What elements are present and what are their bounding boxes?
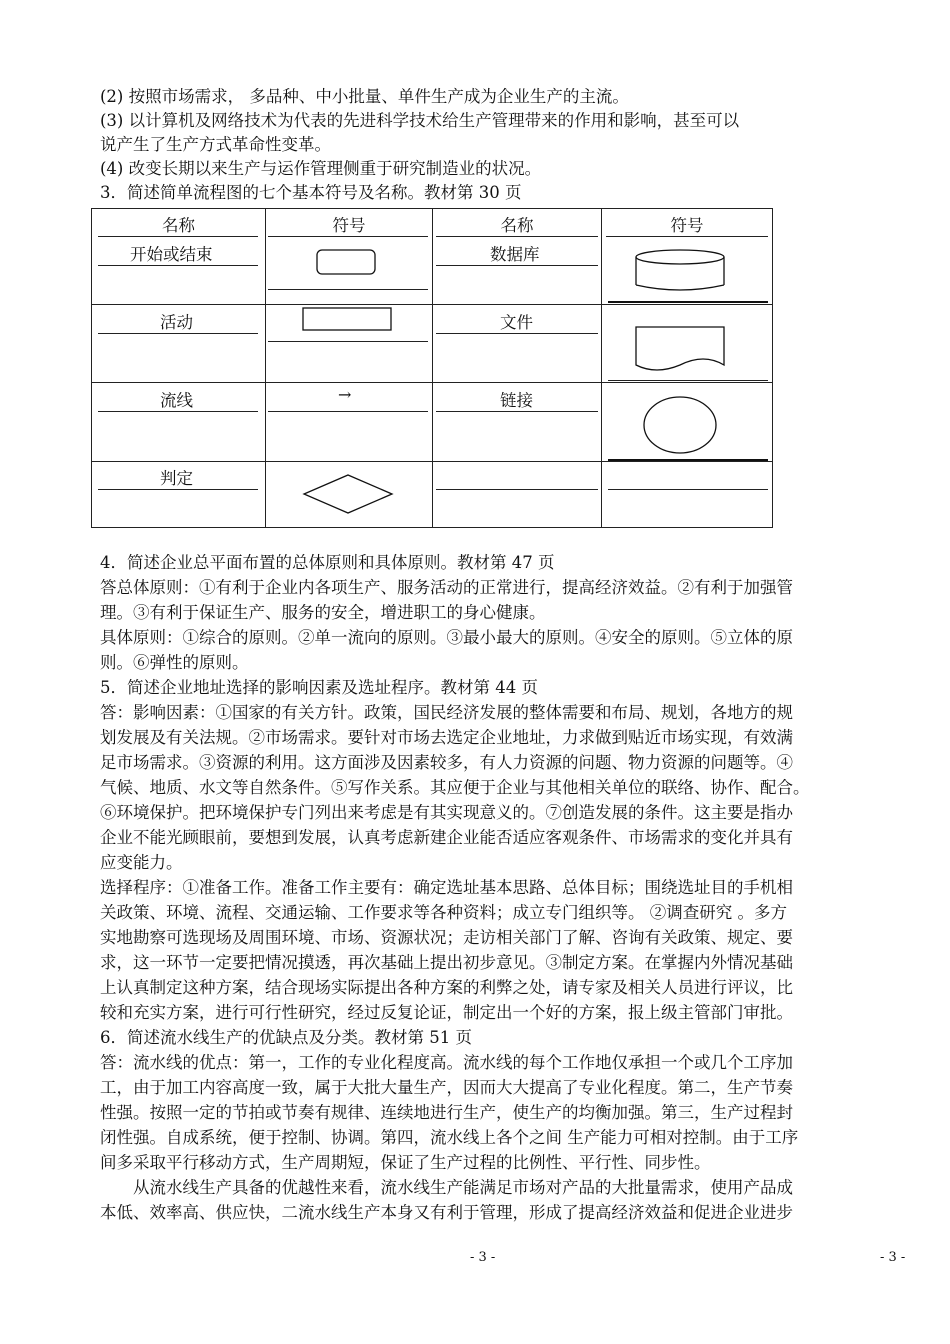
text-line: 性强。按照一定的节拍或节奏有规律、连续地进行生产，使生产的均衡加强。第三，生产过程封 (100, 1103, 793, 1122)
text-line: (4) 改变长期以来生产与运作管理侧重于研究制造业的状况。 (100, 159, 542, 178)
section-heading-6: 6．简述流水线生产的优缺点及分类。教材第 51 页 (100, 1028, 472, 1047)
text-line: 划发展及有关法规。②市场需求。要针对市场去选定企业地址，力求做到贴近市场实现，有效满 (100, 728, 793, 747)
text-line: 上认真制定这种方案，结合现场实际提出各种方案的利弊之处，请专家及相关人员进行评议，比 (100, 978, 793, 997)
section-heading-4: 4．简述企业总平面布置的总体原则和具体原则。教材第 47 页 (100, 553, 555, 572)
header-symbol-2: 符号 (670, 216, 704, 235)
symbol-name-flow-line: 流线 (160, 391, 193, 410)
circle-icon (642, 395, 718, 455)
text-line: 足市场需求。③资源的利用。这方面涉及因素较多，有人力资源的问题、物力资源的问题等。④ (100, 753, 793, 772)
diamond-icon (302, 473, 394, 515)
text-line: 答总体原则：①有利于企业内各项生产、服务活动的正常进行，提高经济效益。②有利于加强管 (100, 578, 793, 597)
text-line: 工，由于加工内容高度一致，属于大批大量生产，因而大大提高了专业化程度。第二，生产节奏 (100, 1078, 793, 1097)
text-line: ⑥环境保护。把环境保护专门列出来考虑是有其实现意义的。⑦创造发展的条件。这主要是指办 (100, 803, 793, 822)
flowchart-symbol-table (91, 208, 773, 528)
text-line: 从流水线生产具备的优越性来看，流水线生产能满足市场对产品的大批量需求，使用产品成 (100, 1178, 793, 1197)
page-number-center: - 3 - (470, 1250, 496, 1265)
rounded-rectangle-icon (316, 249, 376, 275)
text-line: 企业不能光顾眼前，要想到发展，认真考虑新建企业能否适应客观条件、市场需求的变化并具有 (100, 828, 793, 847)
symbol-name-decision: 判定 (160, 469, 193, 488)
text-line: 气候、地质、水文等自然条件。⑤写作关系。其应便于企业与其他相关单位的联络、协作、配合。 (100, 778, 810, 797)
document-icon (634, 325, 726, 371)
text-line: 应变能力。 (100, 853, 183, 872)
text-line: 关政策、环境、流程、交通运输、工作要求等各种资料；成立专门组织等。 ②调查研究 。多方 (100, 903, 787, 922)
text-line: (3) 以计算机及网络技术为代表的先进科学技术给生产管理带来的作用和影响，甚至可以 (100, 111, 740, 130)
text-line: 理。③有利于保证生产、服务的安全，增进职工的身心健康。 (100, 603, 546, 622)
symbol-name-activity: 活动 (160, 313, 193, 332)
section-heading-3: 3．简述简单流程图的七个基本符号及名称。教材第 30 页 (100, 183, 522, 202)
text-line: 本低、效率高、供应快，二流水线生产本身又有利于管理，形成了提高经济效益和促进企业进步 (100, 1203, 793, 1222)
text-line: 答：流水线的优点：第一，工作的专业化程度高。流水线的每个工作地仅承担一个或几个工序加 (100, 1053, 793, 1072)
text-line: 答：影响因素：①国家的有关方针。政策，国民经济发展的整体需要和布局、规划，各地方的规 (100, 703, 793, 722)
rectangle-icon (302, 307, 394, 333)
text-line: 说产生了生产方式革命性变革。 (100, 135, 331, 154)
text-line: 较和充实方案，进行可行性研究，经过反复论证，制定出一个好的方案，报上级主管部门审批。 (100, 1003, 793, 1022)
text-line: 间多采取平行移动方式，生产周期短，保证了生产过程的比例性、平行性、同步性。 (100, 1153, 711, 1172)
text-line: 求，这一环节一定要把情况摸透，再次基础上提出初步意见。③制定方案。在掌握内外情况基础 (100, 953, 793, 972)
arrow-icon: → (338, 385, 352, 404)
text-line: 实地勘察可选现场及周围环境、市场、资源状况；走访相关部门了解、咨询有关政策、规定、要 (100, 928, 793, 947)
symbol-name-connector: 链接 (500, 391, 533, 410)
symbol-name-database: 数据库 (490, 245, 540, 264)
text-line: 选择程序：①准备工作。准备工作主要有：确定选址基本思路、总体目标；围绕选址目的手机相 (100, 878, 793, 897)
text-line: 闭性强。自成系统，便于控制、协调。第四，流水线上各个之间 生产能力可相对控制。由于工序 (100, 1128, 799, 1147)
text-line: 则。⑥弹性的原则。 (100, 653, 249, 672)
text-line: 具体原则：①综合的原则。②单一流向的原则。③最小最大的原则。④安全的原则。⑤立体的原 (100, 628, 793, 647)
header-name-2: 名称 (500, 216, 534, 235)
header-name-1: 名称 (162, 216, 195, 235)
page-number-right: - 3 - (880, 1250, 906, 1265)
symbol-name-document: 文件 (500, 313, 533, 332)
text-line: (2) 按照市场需求， 多品种、中小批量、单件生产成为企业生产的主流。 (100, 87, 629, 106)
header-symbol-1: 符号 (332, 216, 366, 235)
symbol-name-start-end: 开始或结束 (130, 245, 213, 264)
cylinder-icon (634, 249, 726, 293)
section-heading-5: 5．简述企业地址选择的影响因素及选址程序。教材第 44 页 (100, 678, 538, 697)
